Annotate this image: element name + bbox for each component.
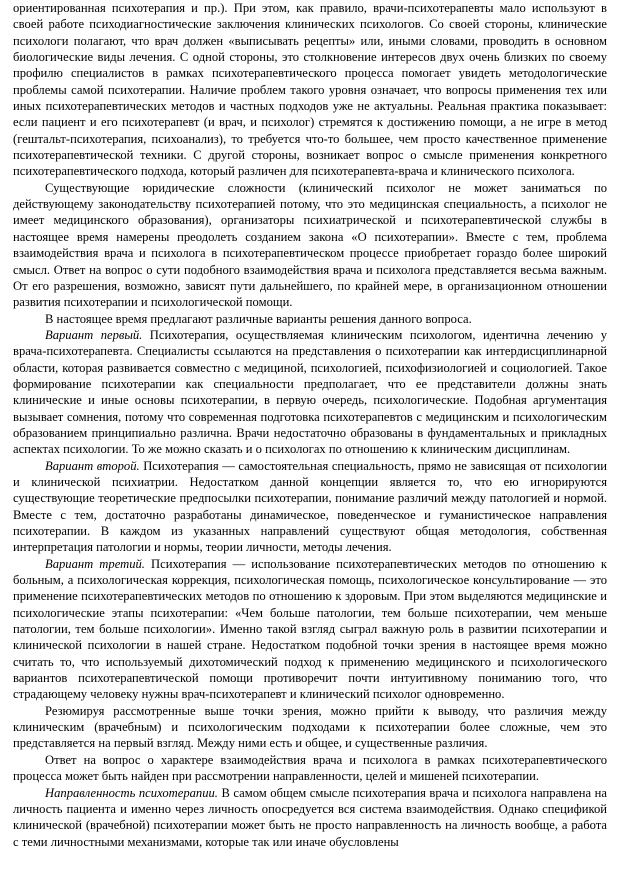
paragraph-legal-difficulties bbox=[13, 180, 607, 311]
paragraph-variant-three bbox=[13, 556, 607, 703]
paragraph-text: Психотерапия — самостоятельная специальность, прямо не зависящая от психологии и клинической психиатрии. Недостатком данной концепции является то, что ею игнорируются существующие теоретические предпосылки психотерапии, понимание различий между патологией и нормой. Вместе с тем, достаточно разработаны динамическое, поведенческое и гуманистическое направления психотерапии. В каждом из указанных направлений существуют общая методология, собственная интерпретация патологии и нормы, теории личности, методы лечения. bbox=[13, 458, 607, 555]
paragraph-variants-intro bbox=[13, 311, 607, 327]
variant-one-heading: Вариант первый. bbox=[45, 327, 143, 342]
paragraph-answer bbox=[13, 752, 607, 785]
paragraph-variant-two bbox=[13, 458, 607, 556]
paragraph-text: Психотерапия, осуществляемая клиническим психологом, идентична лечению у врача-психотерапевта. Специалисты ссылаются на представления о психотерапии как интердисциплинарной области, которая развивается совместно с медициной, психологией, психофизиологией и социологией. Такое формирование психотерапии как специальности предполагает, что ее представители должны знать клинические и иные основы психотерапии, в первую очередь, психологические. Подобная аргументация вызывает сомнения, потому что современная подготовка психотерапевтов с медицинским и психологическим образованием принципиально различна. Врачи недостаточно образованы в фундаментальных и прикладных аспектах психологии. То же можно сказать и о психологах по отношению к клиническим дисциплинам. bbox=[13, 327, 607, 457]
paragraph-doctor-psychologist-practice bbox=[13, 0, 607, 180]
direction-heading: Направленность психотерапии. bbox=[45, 785, 218, 800]
paragraph-direction bbox=[13, 785, 607, 850]
paragraph-text: Существующие юридические сложности (клинический психолог не может заниматься по действующему законодательству психотерапией потому, что это медицинская специальность, а психолог не имеет медицинского образования), организаторы психиатрической и психотерапевтической службы в настоящее время намерены преодолеть созданием закона «О психотерапии». Вместе с тем, проблема взаимодействия врача и психолога в психотерапевтическом процессе приобретает гораздо более широкий смысл. Ответ на вопрос о сути подобного взаимодействия врача и психолога представляется весьма важным. От его разрешения, возможно, зависят пути дальнейшего, по крайней мере, в организационном отношении развития психотерапии и психологической помощи. bbox=[13, 180, 607, 310]
paragraph-summary bbox=[13, 703, 607, 752]
variant-two-heading: Вариант второй. bbox=[45, 458, 140, 473]
paragraph-text: Психотерапия — использование психотерапевтических методов по отношению к больным, а психологическая коррекция, психологическая помощь, психологическое консультирование — это применение психотерапевтических методов по отношению к здоровым. При этом выделяются медицинские и психологические этапы психотерапии: «Чем больше патологии, тем больше психотерапии, чем меньше патологии, тем больше психологии». Именно такой взгляд сыграл важную роль в развитии психотерапии и клинической психологии в нашей стране. Недостатком подобной точки зрения в настоящее время можно считать то, что используемый дихотомический подход к применению медицинского и психологического вариантов психотерапевтической помощи противоречит почти интуитивному пониманию того, что страдающему человеку нужны врач-психотерапевт и клинический психолог одновременно. bbox=[13, 556, 607, 702]
paragraph-variant-one bbox=[13, 327, 607, 458]
paragraph-text: В настоящее время предлагают различные варианты решения данного вопроса. bbox=[45, 311, 472, 326]
paragraph-text: Ответ на вопрос о характере взаимодействия врача и психолога в рамках психотерапевтического процесса может быть найден при рассмотрении направленности, целей и мишеней психотерапии. bbox=[13, 752, 607, 784]
variant-three-heading: Вариант третий. bbox=[45, 556, 145, 571]
paragraph-text: ориентированная психотерапия и пр.). При этом, как правило, врачи-психотерапевты мало используют в своей работе психодиагностические заключения клинических психологов. Со своей стороны, клинические психологи полагают, что врач должен «выписывать рецепты» или, иными словами, проводить в основном биологические виды лечения. С одной стороны, это столкновение интересов двух очень близких по своему профилю специалистов в рамках психотерапевтического процесса помогает увидеть методологические проблемы самой психотерапии. Наличие проблем такого уровня означает, что вопросы применения тех или иных психотерапевтических методов и частных подходов уже не актуальны. Реальная практика показывает: если пациент и его психотерапевт (и врач, и психолог) стремятся к достижению помощи, а не игре в метод (гештальт-психотерапия, психоанализ), то требуется что-то большее, чем просто качественное применение психотерапевтической техники. С другой стороны, возникает вопрос о смысле применения конкретного психотерапевтического подхода, который различен для психотерапевта-врача и клинического психолога. bbox=[13, 1, 607, 179]
paragraph-text: Резюмируя рассмотренные выше точки зрения, можно прийти к выводу, что различия между клиническим (врачебным) и психологическим подходами к психотерапии более сложные, чем это представляется на первый взгляд. Между ними есть и общее, и существенные различия. bbox=[13, 703, 607, 751]
paragraph-text: В самом общем смысле психотерапия врача и психолога направлена на личность пациента и именно через личность опосредуется вся система взаимодействия. Однако спецификой клинической (врачебной) психотерапии может быть не просто направленность на личность вообще, а работа с теми личностными механизмами, которые так или иначе обусловлены bbox=[13, 785, 607, 849]
